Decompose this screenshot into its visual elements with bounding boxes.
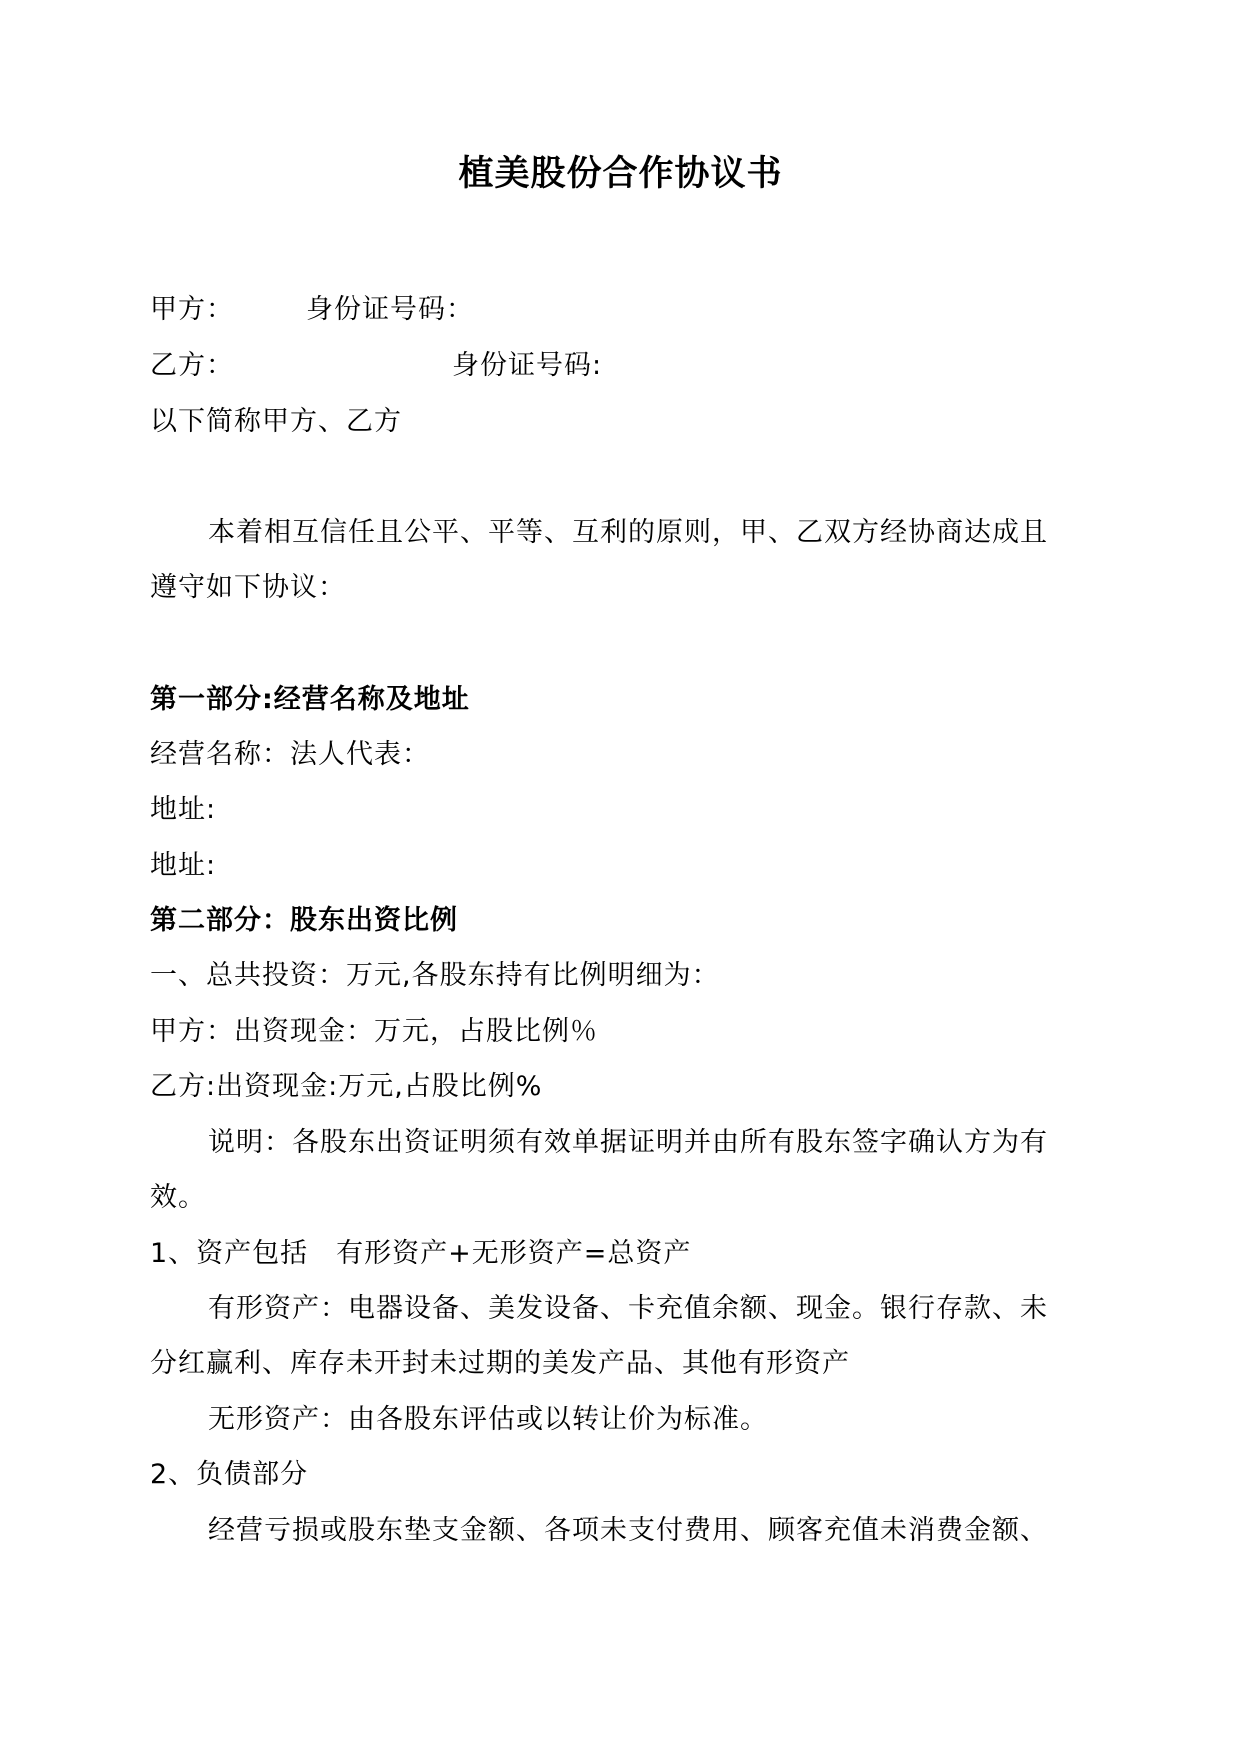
party-a-id-label: 身份证号码：	[306, 294, 474, 325]
party-b-contribution: 乙方:出资现金:万元,占股比例%	[150, 1071, 543, 1102]
preamble-line-2: 遵守如下协议：	[150, 572, 346, 603]
note-line-1: 说明：各股东出资证明须有效单据证明并由所有股东签字确认方为有	[208, 1127, 1048, 1158]
tangible-assets-line-2: 分红赢利、库存未开封未过期的美发产品、其他有形资产	[150, 1348, 850, 1379]
business-name-line: 经营名称：法人代表：	[150, 739, 430, 770]
abbreviation-line: 以下简称甲方、乙方	[150, 406, 402, 437]
part1-heading: 第一部分:经营名称及地址	[150, 684, 470, 715]
address-line-1: 地址:	[150, 794, 217, 825]
party-b-label: 乙方：	[150, 350, 234, 381]
assets-heading: 1、资产包括 有形资产+无形资产=总资产	[150, 1238, 692, 1269]
liabilities-line-1: 经营亏损或股东垫支金额、各项未支付费用、顾客充值未消费金额、	[208, 1515, 1048, 1546]
party-a-line	[150, 292, 234, 328]
part2-heading: 第二部分：股东出资比例	[150, 905, 458, 936]
party-b-id-label: 身份证号码:	[452, 350, 603, 381]
note-line-2: 效。	[150, 1182, 206, 1213]
address-line-2: 地址:	[150, 850, 217, 881]
party-a-label: 甲方：	[150, 294, 234, 325]
liabilities-heading: 2、负债部分	[150, 1459, 309, 1490]
total-investment-line: 一、总共投资：万元,各股东持有比例明细为：	[150, 960, 720, 991]
party-a-contribution: 甲方：出资现金：万元，占股比例％	[150, 1016, 598, 1047]
intangible-assets-line: 无形资产：由各股东评估或以转让价为标准。	[208, 1404, 768, 1435]
tangible-assets-line-1: 有形资产：电器设备、美发设备、卡充值余额、现金。银行存款、未	[208, 1293, 1048, 1324]
preamble-line-1: 本着相互信任且公平、平等、互利的原则，甲、乙双方经协商达成且	[208, 517, 1048, 548]
document-title: 植美股份合作协议书	[458, 154, 783, 194]
